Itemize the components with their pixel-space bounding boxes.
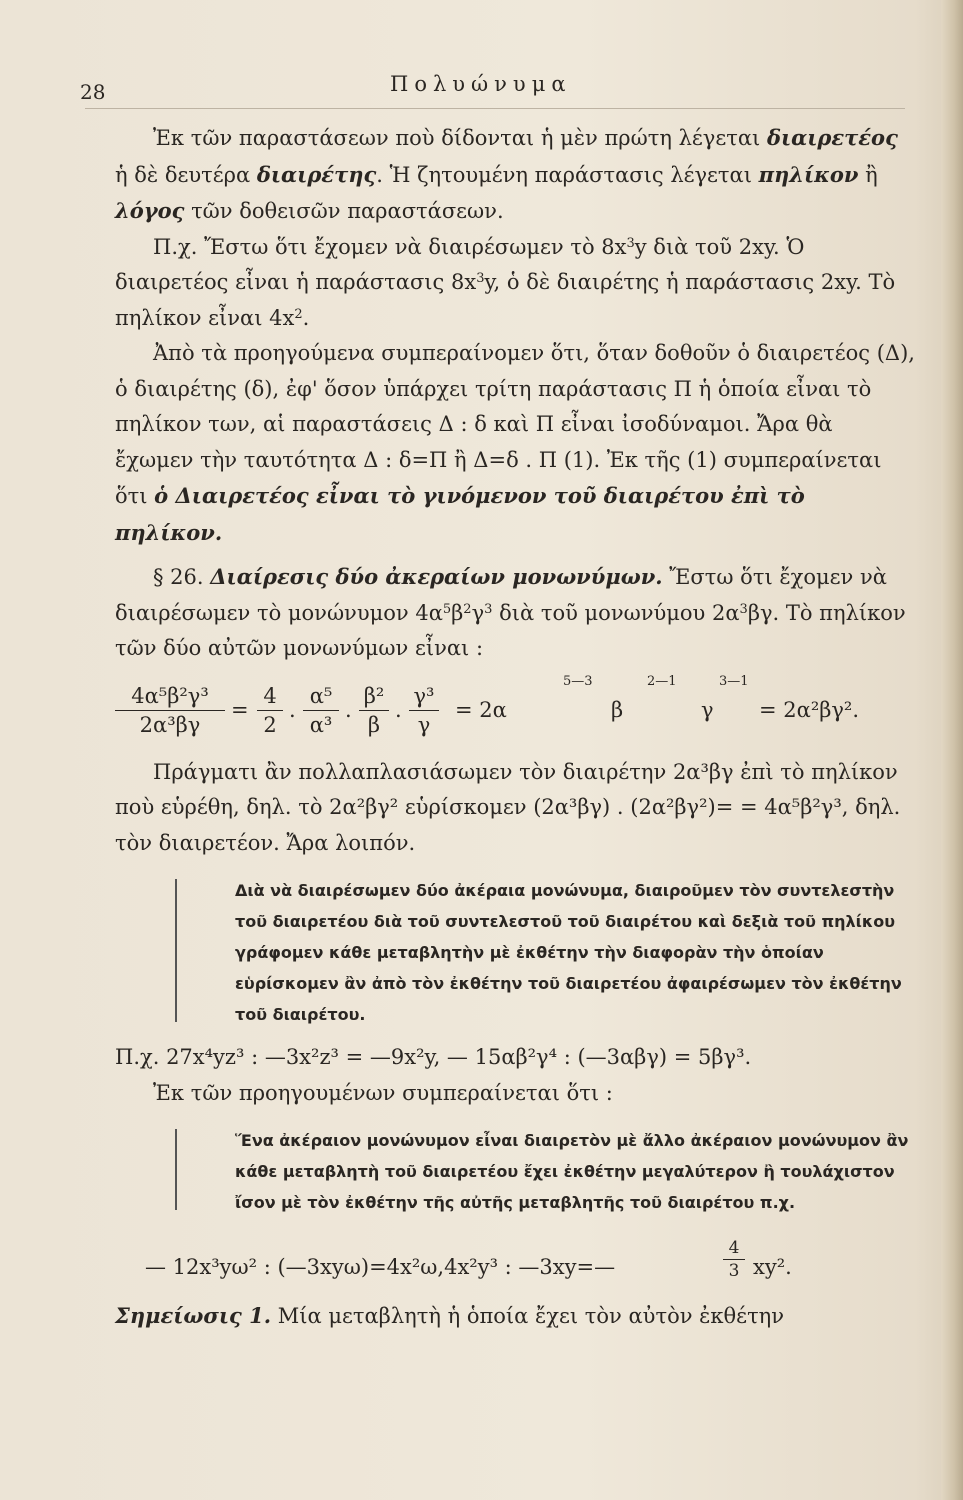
paragraph-conclusion: Ἀπὸ τὰ προηγούμενα συμπεραίνομεν ὅτι, ὅταν δοθοῦν ὁ διαιρετέος (Δ), ὁ διαιρέτης (δ), ἐφ' ὅσον ὑπάρχει τρίτη παράστασις Π ἡ ὁποία εἶναι τὸ πηλίκον των, αἱ παραστάσεις Δ : δ καὶ Π εἶναι ἰσοδύναμοι. Ἄρα θὰ ἔχωμεν τὴν ταυτότητα Δ : δ=Π ἢ Δ=δ . Π (1). Ἐκ τῆς (1) συμπεραίνεται ὅτι ὁ Διαιρετέος εἶναι τὸ γινόμενον τοῦ διαιρέτου ἐπὶ τὸ πηλίκον.	[115, 341, 915, 545]
alpha-fraction: α⁵ α³	[303, 683, 339, 738]
conclusion-line: Ἐκ τῶν προηγουμένων συμπεραίνεται ὅτι :	[153, 1080, 613, 1105]
rule-text-division: Διὰ νὰ διαιρέσωμεν δύο ἀκέραια μονώνυμα, διαιροῦμεν τὸν συντελεστὴν τοῦ διαιρετέου διὰ τοῦ συντελεστοῦ τοῦ διαιρέτου καὶ δεξιὰ τοῦ πηλίκου γράφομεν κάθε μεταβλητὴν μὲ ἐκθέτην τὴν διαφορὰν τὴν ὁποίαν εὑρίσκομεν ἂν ἀπὸ τὸν ἐκθέτην τοῦ διαιρετέου ἀφαιρέσωμεν τὸν ἐκθέτην τοῦ διαιρέτου.	[235, 881, 902, 1024]
paragraph-example: Π.χ. Ἔστω ὅτι ἔχομεν νὰ διαιρέσωμεν τὸ $8x^3y$ διὰ τοῦ 2xy. Ὁ διαιρετέος εἶναι ἡ παράστασις $8x^3y$, ὁ δὲ διαιρέτης ἡ παράστασις 2xy. Τὸ πηλίκον εἶναι $4x^2$.	[115, 234, 896, 330]
division-equation: 4α⁵β²γ³ 2α³βγ = 4 2 . α⁵ α³ . β² β . γ³ γ = 2α 5—3 β 2—1 γ 3—1 = 2α²βγ².	[115, 671, 915, 749]
page-header	[80, 70, 910, 110]
rule-text-divisibility: Ἕνα ἀκέραιον μονώνυμον εἶναι διαιρετὸν μὲ ἄλλο ἀκέραιον μονώνυμον ἂν κάθε μεταβλητὴ τοῦ διαιρετέου ἔχει ἐκθέτην μεγαλύτερον ἢ τουλάχιστον ἴσον μὲ τὸν ἐκθέτην τῆς αὐτῆς μεταβλητῆς τοῦ διαιρέτου π.χ.	[235, 1131, 909, 1212]
page-number: 28	[80, 80, 106, 104]
section-title: Διαίρεσις δύο ἀκεραίων μονωνύμων.	[210, 564, 663, 589]
term-dividend: διαιρετέος	[766, 125, 898, 150]
paragraph-definitions: Ἐκ τῶν παραστάσεων ποὺ δίδονται ἡ μὲν πρώτη λέγεται διαιρετέος ἡ δὲ δευτέρα διαιρέτης. Ἡ ζητουμένη παράστασις λέγεται πηλίκον ἢ λόγος τῶν δοθεισῶν παραστάσεων.	[115, 125, 898, 223]
section-26: § 26. Διαίρεσις δύο ἀκεραίων μονωνύμων. Ἔστω ὅτι ἔχομεν νὰ διαιρέσωμεν τὸ μονώνυμον $4\alpha^5\beta^2\gamma^3$ διὰ τοῦ μονωνύμου $2\alpha^3\beta\gamma$. Τὸ πηλίκον τῶν δύο αὐτῶν μονωνύμων εἶναι :	[115, 564, 906, 660]
beta-fraction: β² β	[359, 683, 389, 738]
term-ratio: λόγος	[115, 198, 185, 223]
example2-fraction: 4 3	[723, 1238, 745, 1281]
running-title: Πολυώνυμα	[390, 72, 572, 96]
header-rule	[85, 108, 905, 109]
term-quotient: πηλίκον	[758, 161, 859, 187]
term-divisor: διαιρέτης	[256, 161, 377, 187]
paragraph-verification: Πράγματι ἂν πολλαπλασιάσωμεν τὸν διαιρέτην 2α³βγ ἐπὶ τὸ πηλίκον ποὺ εὑρέθη, δηλ. τὸ 2α²βγ² εὑρίσκομεν (2α³βγ) . (2α²βγ²)= = 4α⁵β²γ³, δηλ. τὸν διαιρετέον. Ἄρα λοιπόν.	[115, 759, 901, 855]
rule-box-division	[175, 875, 915, 1030]
main-fraction: 4α⁵β²γ³ 2α³βγ	[115, 683, 225, 738]
rule-bar	[175, 879, 177, 1022]
note-line: Σημείωσις 1. Μία μεταβλητὴ ἡ ὁποία ἔχει τὸν αὐτὸν ἐκθέτην	[115, 1303, 785, 1328]
example2-equation: — 12x³yω² : (—3xyω)=4x²ω,4x²y³ : —3xy=— 4 3 xy².	[145, 1238, 792, 1281]
section-mark: § 26.	[153, 565, 204, 589]
page-body	[115, 120, 915, 1335]
coef-fraction: 4 2	[257, 683, 283, 738]
rule-bar	[175, 1129, 177, 1210]
emphasized-statement: ὁ Διαιρετέος εἶναι τὸ γινόμενον τοῦ διαιρέτου ἐπὶ τὸ πηλίκον.	[115, 483, 805, 545]
gamma-fraction: γ³ γ	[409, 683, 439, 738]
rule-box-divisibility	[175, 1125, 915, 1218]
example-line: Π.χ. 27x⁴yz³ : —3x²z³ = —9x²y, — 15αβ²γ⁴ : (—3αβγ) = 5βγ³.	[115, 1045, 752, 1069]
page-edge	[941, 0, 963, 1500]
note-label: Σημείωσις 1.	[115, 1303, 272, 1328]
